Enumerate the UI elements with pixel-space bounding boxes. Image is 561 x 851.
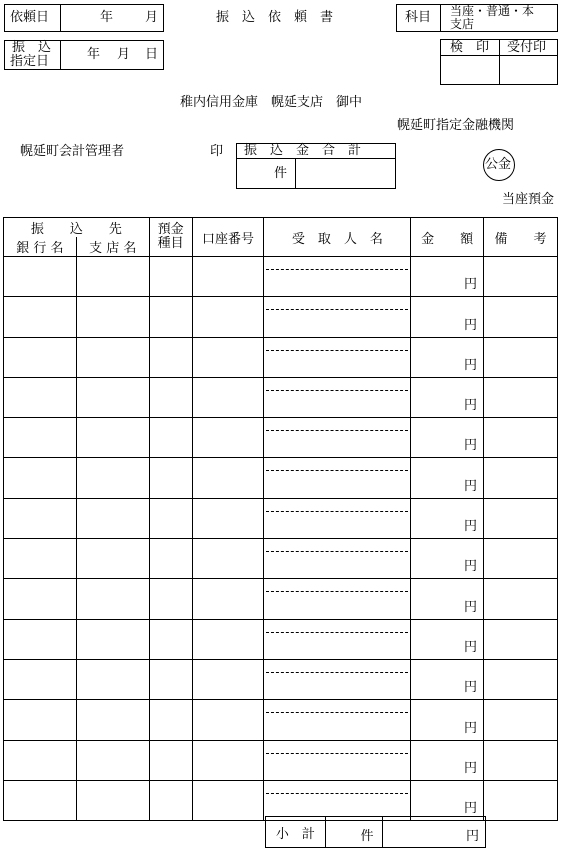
remarks-cell[interactable]	[484, 337, 558, 377]
payee-dashed-line	[266, 632, 408, 633]
bank-name-cell[interactable]	[4, 418, 77, 458]
amount-cell[interactable]	[411, 498, 484, 538]
table-row	[4, 780, 558, 820]
bank-name-cell[interactable]	[4, 297, 77, 337]
table-row	[4, 377, 558, 417]
request-date-year: 年	[100, 10, 114, 25]
deposit-kind-cell[interactable]	[149, 337, 192, 377]
total-count-unit: 件	[274, 166, 288, 181]
payee-cell[interactable]	[264, 458, 411, 498]
amount-cell[interactable]	[411, 740, 484, 780]
table-row	[4, 297, 558, 337]
table-row	[4, 579, 558, 619]
payee-cell[interactable]	[264, 257, 411, 297]
account-number-cell[interactable]	[192, 579, 264, 619]
payee-cell[interactable]	[264, 619, 411, 659]
amount-cell[interactable]	[411, 700, 484, 740]
branch-name-cell[interactable]	[76, 539, 149, 579]
transfer-date-divider	[60, 40, 61, 70]
payee-cell[interactable]	[264, 579, 411, 619]
transfer-date-year: 年	[87, 47, 101, 62]
bank-name-cell[interactable]	[4, 498, 77, 538]
amount-cell[interactable]	[411, 619, 484, 659]
yen-unit: 円	[464, 398, 478, 414]
request-date-divider	[60, 4, 61, 32]
subtotal-table	[265, 816, 486, 848]
yen-unit: 円	[464, 519, 478, 535]
amount-cell[interactable]	[411, 257, 484, 297]
remarks-cell[interactable]	[484, 700, 558, 740]
account-number-cell[interactable]	[192, 498, 264, 538]
yen-unit: 円	[464, 317, 478, 333]
account-number-header: 口座番号	[192, 218, 264, 257]
remarks-cell[interactable]	[484, 377, 558, 417]
amount-cell[interactable]	[411, 377, 484, 417]
table-row	[4, 498, 558, 538]
payee-dashed-line	[266, 591, 408, 592]
account-number-cell[interactable]	[192, 337, 264, 377]
deposit-kind-cell[interactable]	[149, 659, 192, 699]
payee-cell[interactable]	[264, 337, 411, 377]
payee-dashed-line	[266, 390, 408, 391]
deposit-kind-cell[interactable]	[149, 297, 192, 337]
bank-name-cell[interactable]	[4, 337, 77, 377]
seal-mark: 印	[210, 144, 224, 159]
designated-bank: 幌延町指定金融機関	[397, 118, 515, 133]
destination-header: 振 込 先	[4, 218, 150, 238]
payee-dashed-line	[266, 753, 408, 754]
remarks-header: 備 考	[484, 218, 558, 257]
table-row	[4, 619, 558, 659]
remarks-cell[interactable]	[484, 740, 558, 780]
requester: 幌延町会計管理者	[20, 144, 125, 159]
inspection-stamp-label: 検 印	[450, 40, 490, 55]
amount-cell[interactable]	[411, 579, 484, 619]
deposit-kind-cell[interactable]	[149, 539, 192, 579]
bank-name-cell[interactable]	[4, 700, 77, 740]
branch-name-cell[interactable]	[76, 780, 149, 820]
table-row	[4, 539, 558, 579]
yen-unit: 円	[464, 277, 478, 293]
deposit-kind-cell[interactable]	[149, 619, 192, 659]
bank-name-cell[interactable]	[4, 619, 77, 659]
branch-name-cell[interactable]	[76, 579, 149, 619]
remarks-cell[interactable]	[484, 579, 558, 619]
payee-cell[interactable]	[264, 498, 411, 538]
account-type-options: 当座・普通・本	[450, 4, 535, 18]
amount-cell[interactable]	[411, 418, 484, 458]
payee-dashed-line	[266, 793, 408, 794]
payee-cell[interactable]	[264, 659, 411, 699]
table-row	[4, 337, 558, 377]
payee-dashed-line	[266, 350, 408, 351]
account-number-cell[interactable]	[192, 740, 264, 780]
remarks-cell[interactable]	[484, 458, 558, 498]
branch-name-cell[interactable]	[76, 659, 149, 699]
remarks-cell[interactable]	[484, 418, 558, 458]
transfer-date-label-1: 振 込	[12, 40, 52, 55]
deposit-kind-cell[interactable]	[149, 498, 192, 538]
yen-unit: 円	[464, 478, 478, 494]
account-number-cell[interactable]	[192, 297, 264, 337]
amount-cell[interactable]	[411, 539, 484, 579]
branch-name-cell[interactable]	[76, 498, 149, 538]
yen-unit: 円	[464, 559, 478, 575]
account-number-cell[interactable]	[192, 659, 264, 699]
stamp-divider-v	[499, 39, 500, 85]
payee-dashed-line	[266, 712, 408, 713]
public-funds-seal-text: 公金	[485, 157, 512, 172]
branch-name-cell[interactable]	[76, 297, 149, 337]
payee-cell[interactable]	[264, 780, 411, 820]
payee-dashed-line	[266, 551, 408, 552]
remarks-cell[interactable]	[484, 498, 558, 538]
subtotal-amount	[382, 817, 485, 848]
deposit-type: 当座預金	[502, 192, 555, 207]
yen-unit: 円	[464, 438, 478, 454]
subtotal-count-unit: 件	[360, 829, 374, 844]
branch-name-cell[interactable]	[76, 700, 149, 740]
subtotal-count	[325, 817, 382, 848]
bank-name-cell[interactable]	[4, 257, 77, 297]
account-number-cell[interactable]	[192, 780, 264, 820]
deposit-kind-cell[interactable]	[149, 579, 192, 619]
deposit-kind-header: 預金 種目	[149, 218, 192, 257]
branch-name-cell[interactable]	[76, 377, 149, 417]
payee-dashed-line	[266, 269, 408, 270]
bank-name-header: 銀 行 名	[4, 237, 77, 257]
account-number-cell[interactable]	[192, 458, 264, 498]
payee-cell[interactable]	[264, 377, 411, 417]
payee-cell[interactable]	[264, 700, 411, 740]
payee-dashed-line	[266, 430, 408, 431]
account-number-cell[interactable]	[192, 257, 264, 297]
bank-name-cell[interactable]	[4, 659, 77, 699]
table-row	[4, 257, 558, 297]
total-divider-v	[295, 158, 296, 189]
bank-name-cell[interactable]	[4, 740, 77, 780]
bank-name-cell[interactable]	[4, 579, 77, 619]
deposit-kind-cell[interactable]	[149, 257, 192, 297]
account-number-cell[interactable]	[192, 700, 264, 740]
remarks-cell[interactable]	[484, 539, 558, 579]
yen-unit: 円	[464, 599, 478, 615]
payee-dashed-line	[266, 672, 408, 673]
bank-name-cell[interactable]	[4, 780, 77, 820]
payee-cell[interactable]	[264, 297, 411, 337]
account-type-label: 科目	[405, 10, 432, 25]
payee-dashed-line	[266, 511, 408, 512]
yen-unit: 円	[464, 760, 478, 776]
amount-header: 金 額	[411, 218, 484, 257]
remarks-cell[interactable]	[484, 297, 558, 337]
remarks-cell[interactable]	[484, 619, 558, 659]
amount-cell[interactable]	[411, 458, 484, 498]
bank-name-cell[interactable]	[4, 458, 77, 498]
remarks-cell[interactable]	[484, 257, 558, 297]
deposit-kind-cell[interactable]	[149, 740, 192, 780]
payee-cell[interactable]	[264, 740, 411, 780]
branch-name-cell[interactable]	[76, 418, 149, 458]
request-date-month: 月	[145, 10, 159, 25]
payee-dashed-line	[266, 309, 408, 310]
table-row	[4, 458, 558, 498]
amount-cell[interactable]	[411, 780, 484, 820]
payee-cell[interactable]	[264, 539, 411, 579]
yen-unit: 円	[464, 680, 478, 696]
branch-name-header: 支 店 名	[76, 237, 149, 257]
amount-cell[interactable]	[411, 659, 484, 699]
deposit-kind-cell[interactable]	[149, 418, 192, 458]
branch-name-cell[interactable]	[76, 337, 149, 377]
page-title: 振 込 依 頼 書	[216, 10, 334, 25]
deposit-kind-cell[interactable]	[149, 700, 192, 740]
branch-name-cell[interactable]	[76, 257, 149, 297]
table-row	[4, 740, 558, 780]
table-row	[4, 659, 558, 699]
bank-name-cell[interactable]	[4, 377, 77, 417]
amount-cell[interactable]	[411, 337, 484, 377]
table-row	[4, 700, 558, 740]
transfer-date-day: 日	[145, 47, 159, 62]
branch-name-cell[interactable]	[76, 458, 149, 498]
account-number-cell[interactable]	[192, 539, 264, 579]
bank-name-cell[interactable]	[4, 539, 77, 579]
yen-unit: 円	[464, 801, 478, 817]
addressee: 稚内信用金庫 幌延支店 御中	[180, 95, 363, 110]
deposit-kind-cell[interactable]	[149, 780, 192, 820]
subtotal-label: 小 計	[266, 817, 326, 848]
deposit-kind-cell[interactable]	[149, 377, 192, 417]
transfer-table	[3, 217, 558, 821]
branch-name-cell[interactable]	[76, 740, 149, 780]
received-stamp-label: 受付印	[507, 40, 547, 55]
total-header: 振 込 金 合 計	[244, 143, 362, 158]
branch-name-cell[interactable]	[76, 619, 149, 659]
payee-dashed-line	[266, 470, 408, 471]
yen-unit: 円	[464, 639, 478, 655]
account-type-divider	[440, 4, 441, 32]
table-row	[4, 418, 558, 458]
payee-cell[interactable]	[264, 418, 411, 458]
yen-unit: 円	[464, 357, 478, 373]
total-divider-h	[236, 158, 396, 159]
account-number-cell[interactable]	[192, 619, 264, 659]
transfer-date-month: 月	[117, 47, 131, 62]
payee-header: 受 取 人 名	[264, 218, 411, 257]
remarks-cell[interactable]	[484, 659, 558, 699]
remarks-cell[interactable]	[484, 780, 558, 820]
subtotal-yen: 円	[465, 829, 479, 844]
transfer-date-label-2: 指定日	[10, 54, 50, 69]
deposit-kind-cell[interactable]	[149, 458, 192, 498]
account-number-cell[interactable]	[192, 377, 264, 417]
stamp-divider-h	[440, 55, 558, 56]
yen-unit: 円	[464, 720, 478, 736]
account-number-cell[interactable]	[192, 418, 264, 458]
request-date-label: 依頼日	[10, 10, 50, 25]
account-type-branch: 支店	[450, 17, 475, 31]
amount-cell[interactable]	[411, 297, 484, 337]
